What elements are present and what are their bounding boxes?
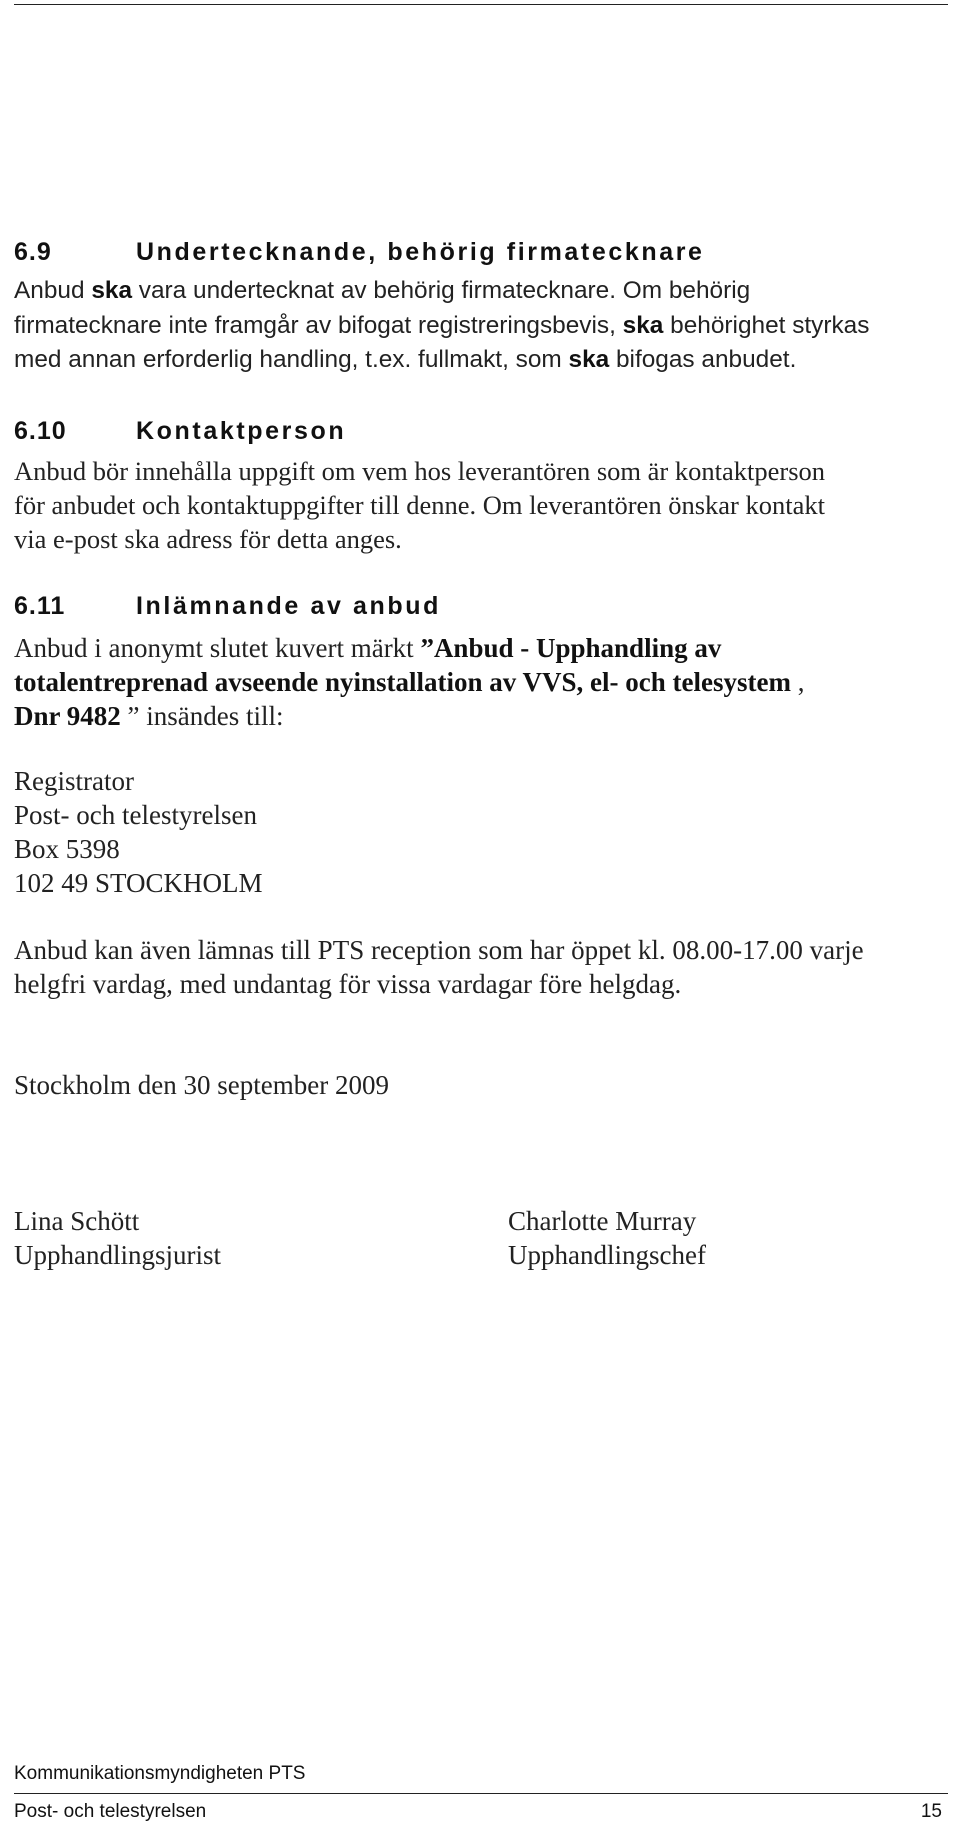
emphasis: ska bbox=[622, 311, 664, 339]
emphasis: ska bbox=[91, 277, 133, 304]
section-6-11-body bbox=[14, 631, 804, 733]
paragraph-line bbox=[14, 699, 804, 733]
text-run: vara undertecknat av behörig firmatecknare. Om behörig bbox=[132, 277, 751, 304]
paragraph-line bbox=[14, 631, 804, 665]
signatory-name: Charlotte Murray bbox=[508, 1206, 697, 1236]
section-title: Inlämnande av anbud bbox=[136, 592, 442, 620]
emphasis: ”Anbud - Upphandling av bbox=[420, 633, 722, 663]
footer-org: Post- och telestyrelsen bbox=[14, 1801, 207, 1822]
text-run: , bbox=[790, 667, 805, 697]
paragraph-line bbox=[14, 343, 869, 378]
footer-rule bbox=[14, 1793, 948, 1794]
text-run: med annan erforderlig handling, t.ex. fullmakt, som bbox=[14, 346, 569, 373]
paragraph-line bbox=[14, 274, 869, 309]
section-6-9-body bbox=[14, 274, 869, 378]
section-number: 6.11 bbox=[14, 592, 66, 620]
text-run: ” insändes till: bbox=[120, 701, 284, 731]
emphasis: ska bbox=[568, 346, 610, 373]
paragraph-line: Anbud kan även lämnas till PTS reception som har öppet kl. 08.00-17.00 varje bbox=[14, 935, 864, 965]
text-run: firmatecknare inte framgår av bifogat registreringsbevis, bbox=[14, 311, 623, 339]
header-rule bbox=[14, 4, 948, 5]
postal-address bbox=[14, 764, 263, 900]
signatory-name: Lina Schött bbox=[14, 1206, 140, 1236]
section-6-10-heading bbox=[14, 417, 346, 446]
paragraph-line bbox=[14, 665, 804, 699]
paragraph-line: Anbud bör innehålla uppgift om vem hos leverantören som är kontaktperson bbox=[14, 456, 826, 486]
reception-note bbox=[14, 933, 864, 1001]
section-6-10-body bbox=[14, 454, 825, 556]
address-line: Registrator bbox=[14, 766, 134, 796]
text-run: behörighet styrkas bbox=[663, 311, 870, 339]
address-line: Post- och telestyrelsen bbox=[14, 800, 257, 830]
section-number: 6.10 bbox=[14, 417, 67, 445]
section-6-9-heading bbox=[14, 238, 705, 267]
page-number: 15 bbox=[920, 1801, 942, 1822]
dateline: Stockholm den 30 september 2009 bbox=[14, 1070, 389, 1100]
section-title: Kontaktperson bbox=[136, 417, 347, 445]
signatory-role: Upphandlingsjurist bbox=[14, 1240, 221, 1270]
address-line: Box 5398 bbox=[14, 834, 120, 864]
paragraph-line: helgfri vardag, med undantag för vissa vardagar före helgdag. bbox=[14, 969, 682, 999]
paragraph-line: via e-post ska adress för detta anges. bbox=[14, 524, 402, 554]
emphasis: Dnr 9482 bbox=[14, 701, 121, 731]
emphasis: totalentreprenad avseende nyinstallation av VVS, el- och telesystem bbox=[14, 667, 791, 697]
text-run: Anbud bbox=[14, 277, 92, 304]
paragraph-line bbox=[14, 309, 869, 344]
signatory-2 bbox=[508, 1204, 706, 1272]
section-number: 6.9 bbox=[14, 238, 52, 266]
section-6-11-heading bbox=[14, 592, 441, 621]
address-line: 102 49 STOCKHOLM bbox=[14, 868, 263, 898]
text-run: Anbud i anonymt slutet kuvert märkt bbox=[14, 633, 421, 663]
signatory-role: Upphandlingschef bbox=[508, 1240, 706, 1270]
text-run: bifogas anbudet. bbox=[609, 346, 797, 373]
paragraph-line: för anbudet och kontaktuppgifter till denne. Om leverantören önskar kontakt bbox=[14, 490, 825, 520]
signatory-1 bbox=[14, 1204, 221, 1272]
section-title: Undertecknande, behörig firmatecknare bbox=[136, 238, 705, 266]
footer-agency: Kommunikationsmyndigheten PTS bbox=[14, 1763, 306, 1784]
